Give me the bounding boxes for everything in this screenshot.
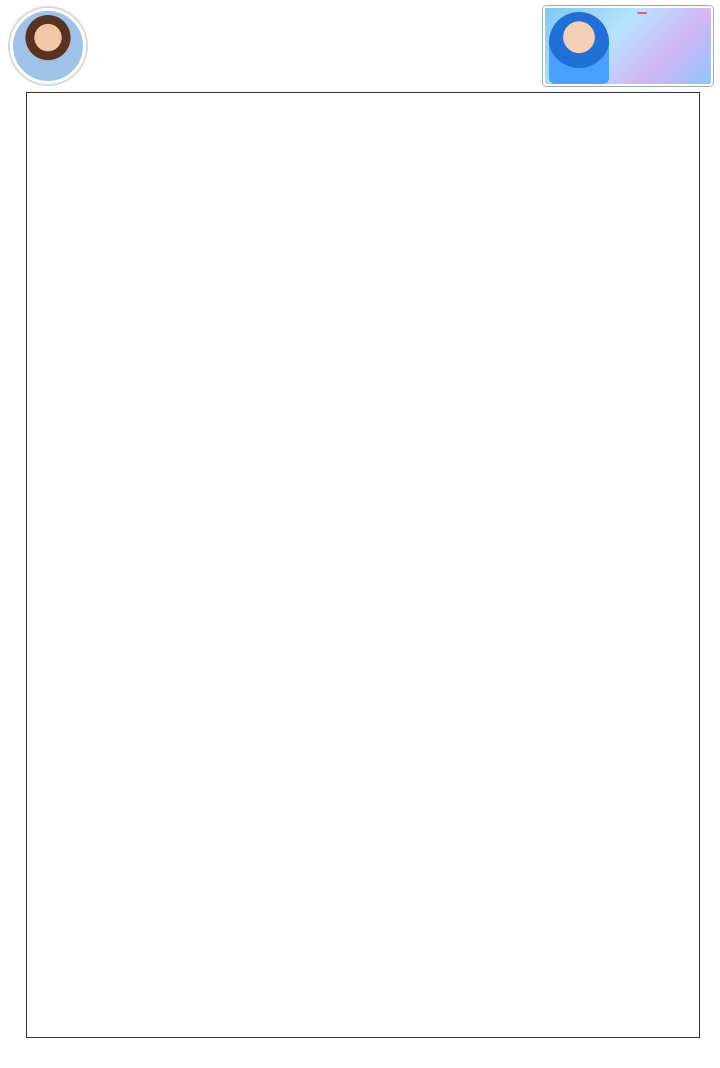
event-logo [418,8,540,84]
character-avatar [10,8,86,84]
dialogue-table [26,92,700,1038]
event-banner [543,6,713,86]
banner-character-image [549,12,609,84]
page-header [0,0,720,88]
banner-tag [637,12,647,14]
